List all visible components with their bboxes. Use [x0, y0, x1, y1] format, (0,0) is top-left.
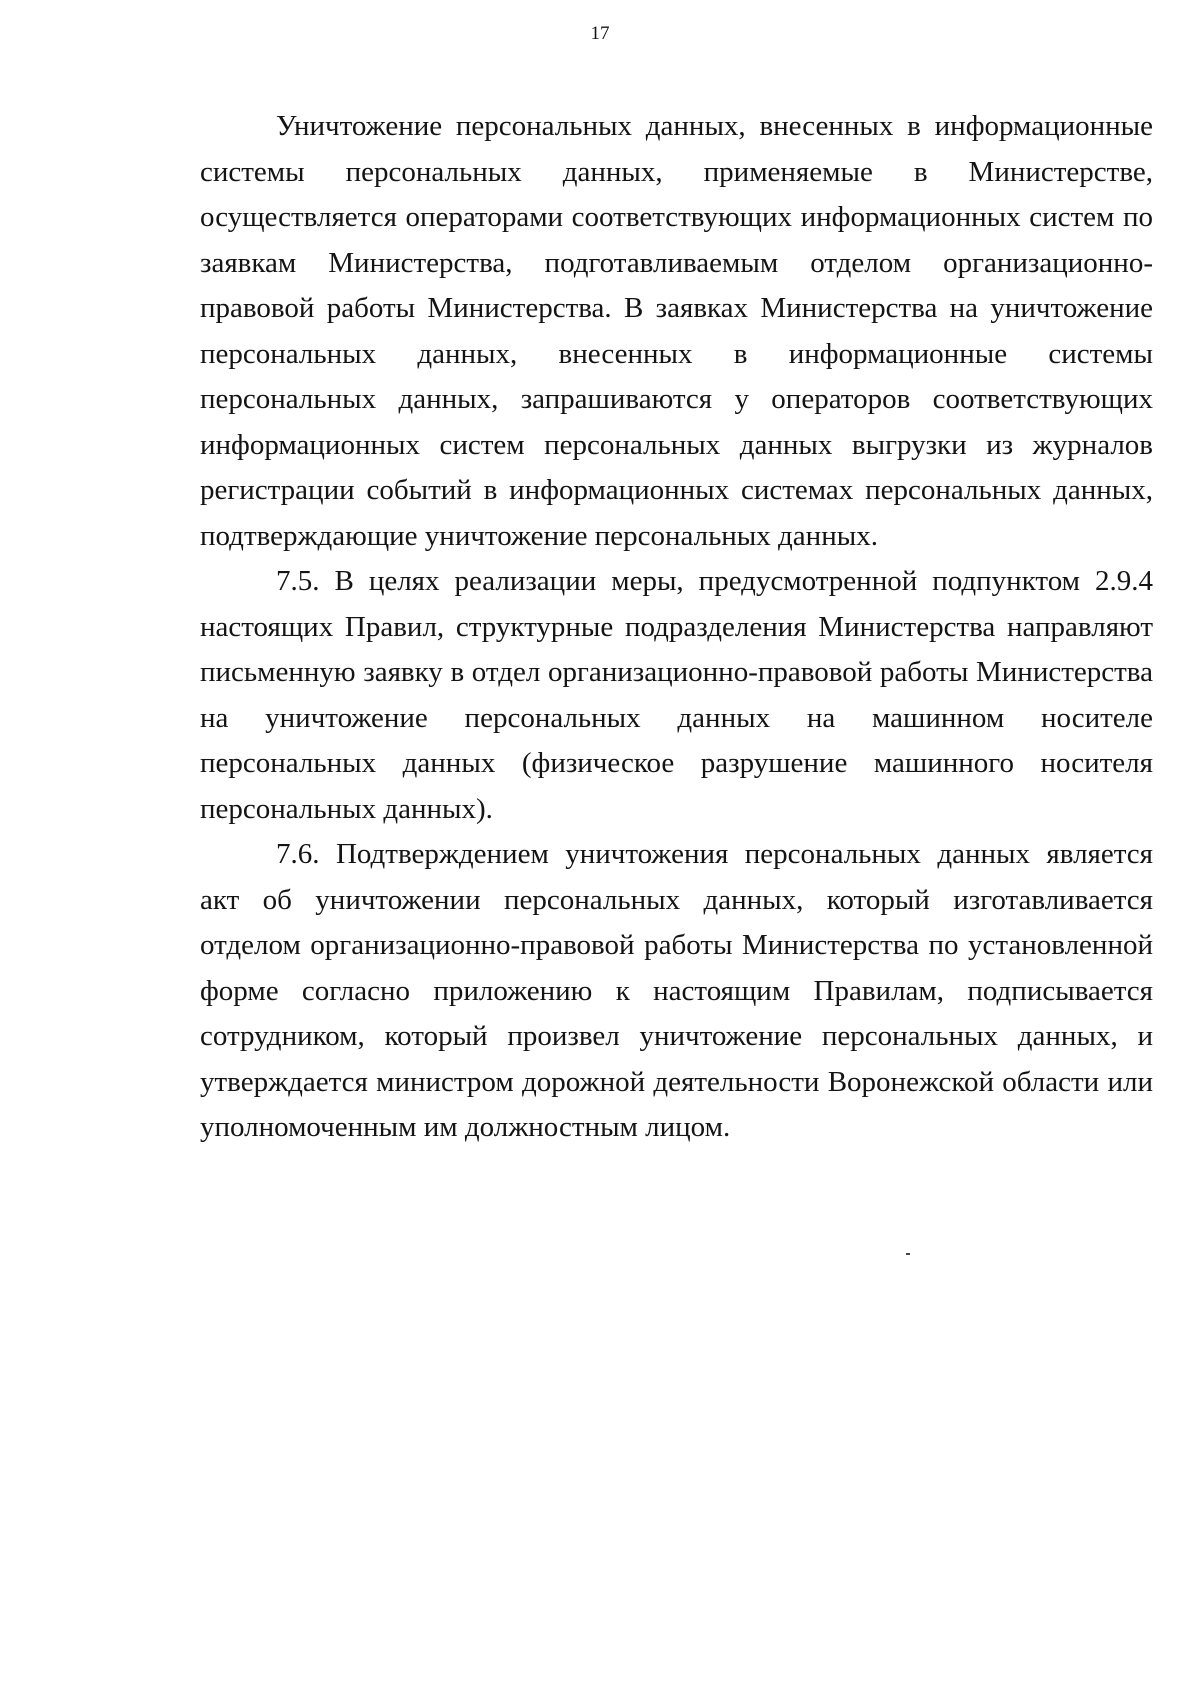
paragraph-7-5: 7.5. В целях реализации меры, предусмотренной подпунктом 2.9.4 настоящих Правил, структурные подразделения Министерства направляют письменную заявку в отдел организационно-правовой работы Министерства на уничтожение персональных данных на машинном носителе персональных данных (физическое разрушение машинного носителя персональных данных). [200, 565, 1153, 825]
paragraph-destruction-in-information-systems: Уничтожение персональных данных, внесенных в информационные системы персональных данных, применяемые в Министерстве, осуществляется операторами соответствующих информационных систем по заявкам Министерства, подготавливаемым отделом организационно-правовой работы Министерства. В заявках Министерства на уничтожение персональных данных, внесенных в информационные системы персональных данных, запрашиваются у операторов соответствующих информационных систем персональных данных выгрузки из журналов регистрации событий в информационных системах персональных данных, подтверждающие уничтожение персональных данных. [200, 110, 1153, 552]
page-number: 17 [590, 23, 610, 44]
scan-speck-mark [906, 1253, 910, 1255]
paragraph-7-6: 7.6. Подтверждением уничтожения персональных данных является акт об уничтожении персональных данных, который изготавливается отделом организационно-правовой работы Министерства по установленной форме согласно приложению к настоящим Правилам, подписывается сотрудником, который произвел уничтожение персональных данных, и утверждается министром дорожной деятельности Воронежской области или уполномоченным им должностным лицом. [200, 838, 1153, 1143]
document-body [200, 104, 1153, 1151]
